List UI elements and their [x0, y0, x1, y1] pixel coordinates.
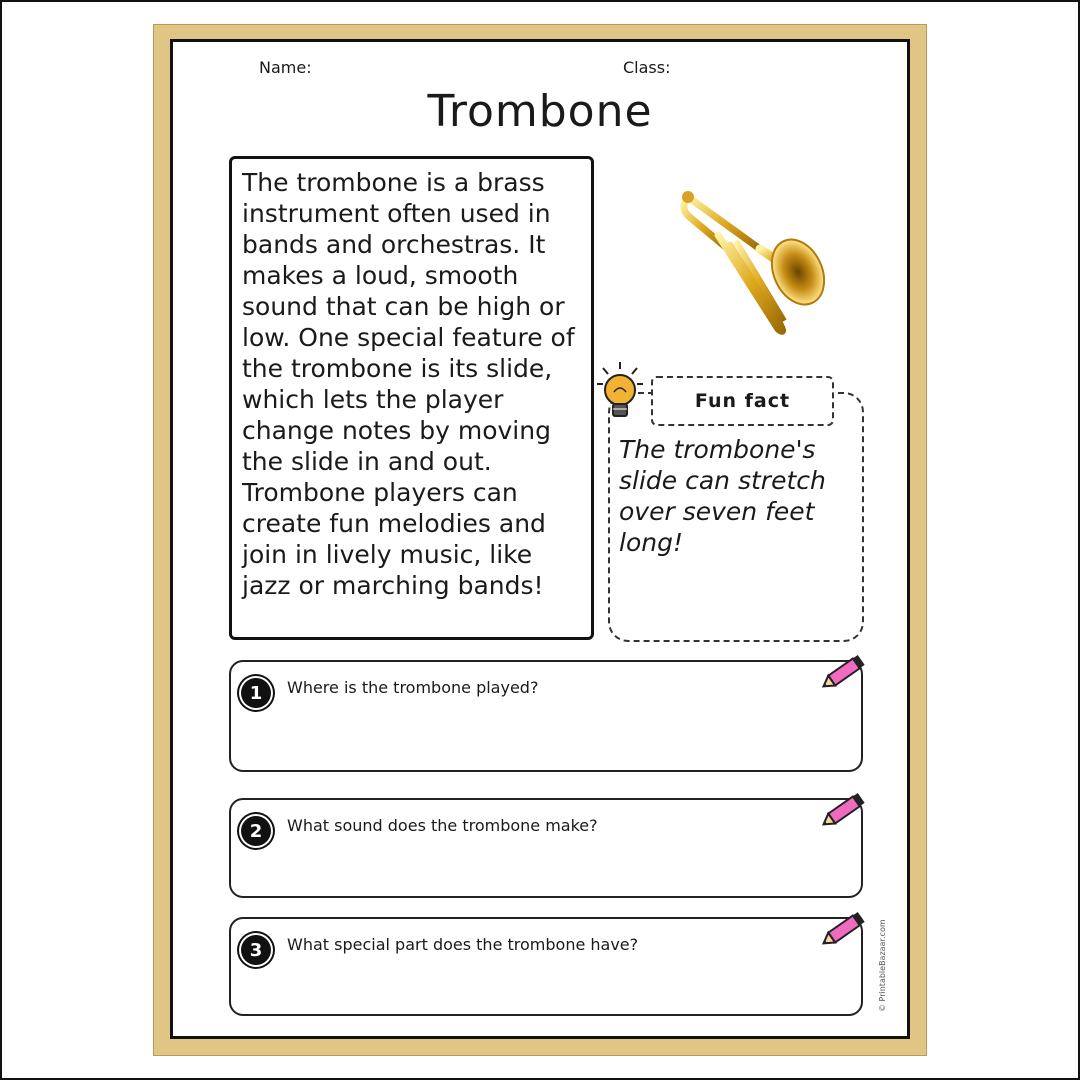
- pencil-icon: [819, 648, 869, 696]
- copyright-credit: © PrintableBazaar.com: [878, 919, 887, 1012]
- worksheet-border: [153, 24, 927, 1056]
- pencil-icon: [819, 905, 869, 953]
- reading-passage: The trombone is a brass instrument often used in bands and orchestras. It makes a loud, smooth sound that can be high or low. One special feature of the trombone is its slide, which lets the player change notes by moving the slide in and out. Trombone players can create fun melodies and join in lively music, like jazz or marching bands!: [229, 156, 594, 640]
- worksheet-page: [170, 39, 910, 1039]
- name-label: Name:: [259, 58, 312, 77]
- question-box-1[interactable]: [229, 660, 863, 772]
- question-box-2[interactable]: [229, 798, 863, 898]
- question-number: 3: [241, 935, 271, 965]
- trombone-icon: [648, 157, 838, 347]
- fun-fact-heading: Fun fact: [651, 376, 834, 426]
- question-text: What sound does the trombone make?: [287, 816, 598, 835]
- lightbulb-icon: [595, 360, 645, 426]
- question-number: 1: [241, 678, 271, 708]
- question-box-3[interactable]: [229, 917, 863, 1016]
- class-label: Class:: [623, 58, 671, 77]
- fun-fact-text: The trombone's slide can stretch over seven feet long!: [619, 435, 826, 557]
- question-number: 2: [241, 816, 271, 846]
- question-text: What special part does the trombone have?: [287, 935, 639, 954]
- page-title: Trombone: [427, 86, 653, 137]
- pencil-icon: [819, 786, 869, 834]
- question-text: Where is the trombone played?: [287, 678, 539, 697]
